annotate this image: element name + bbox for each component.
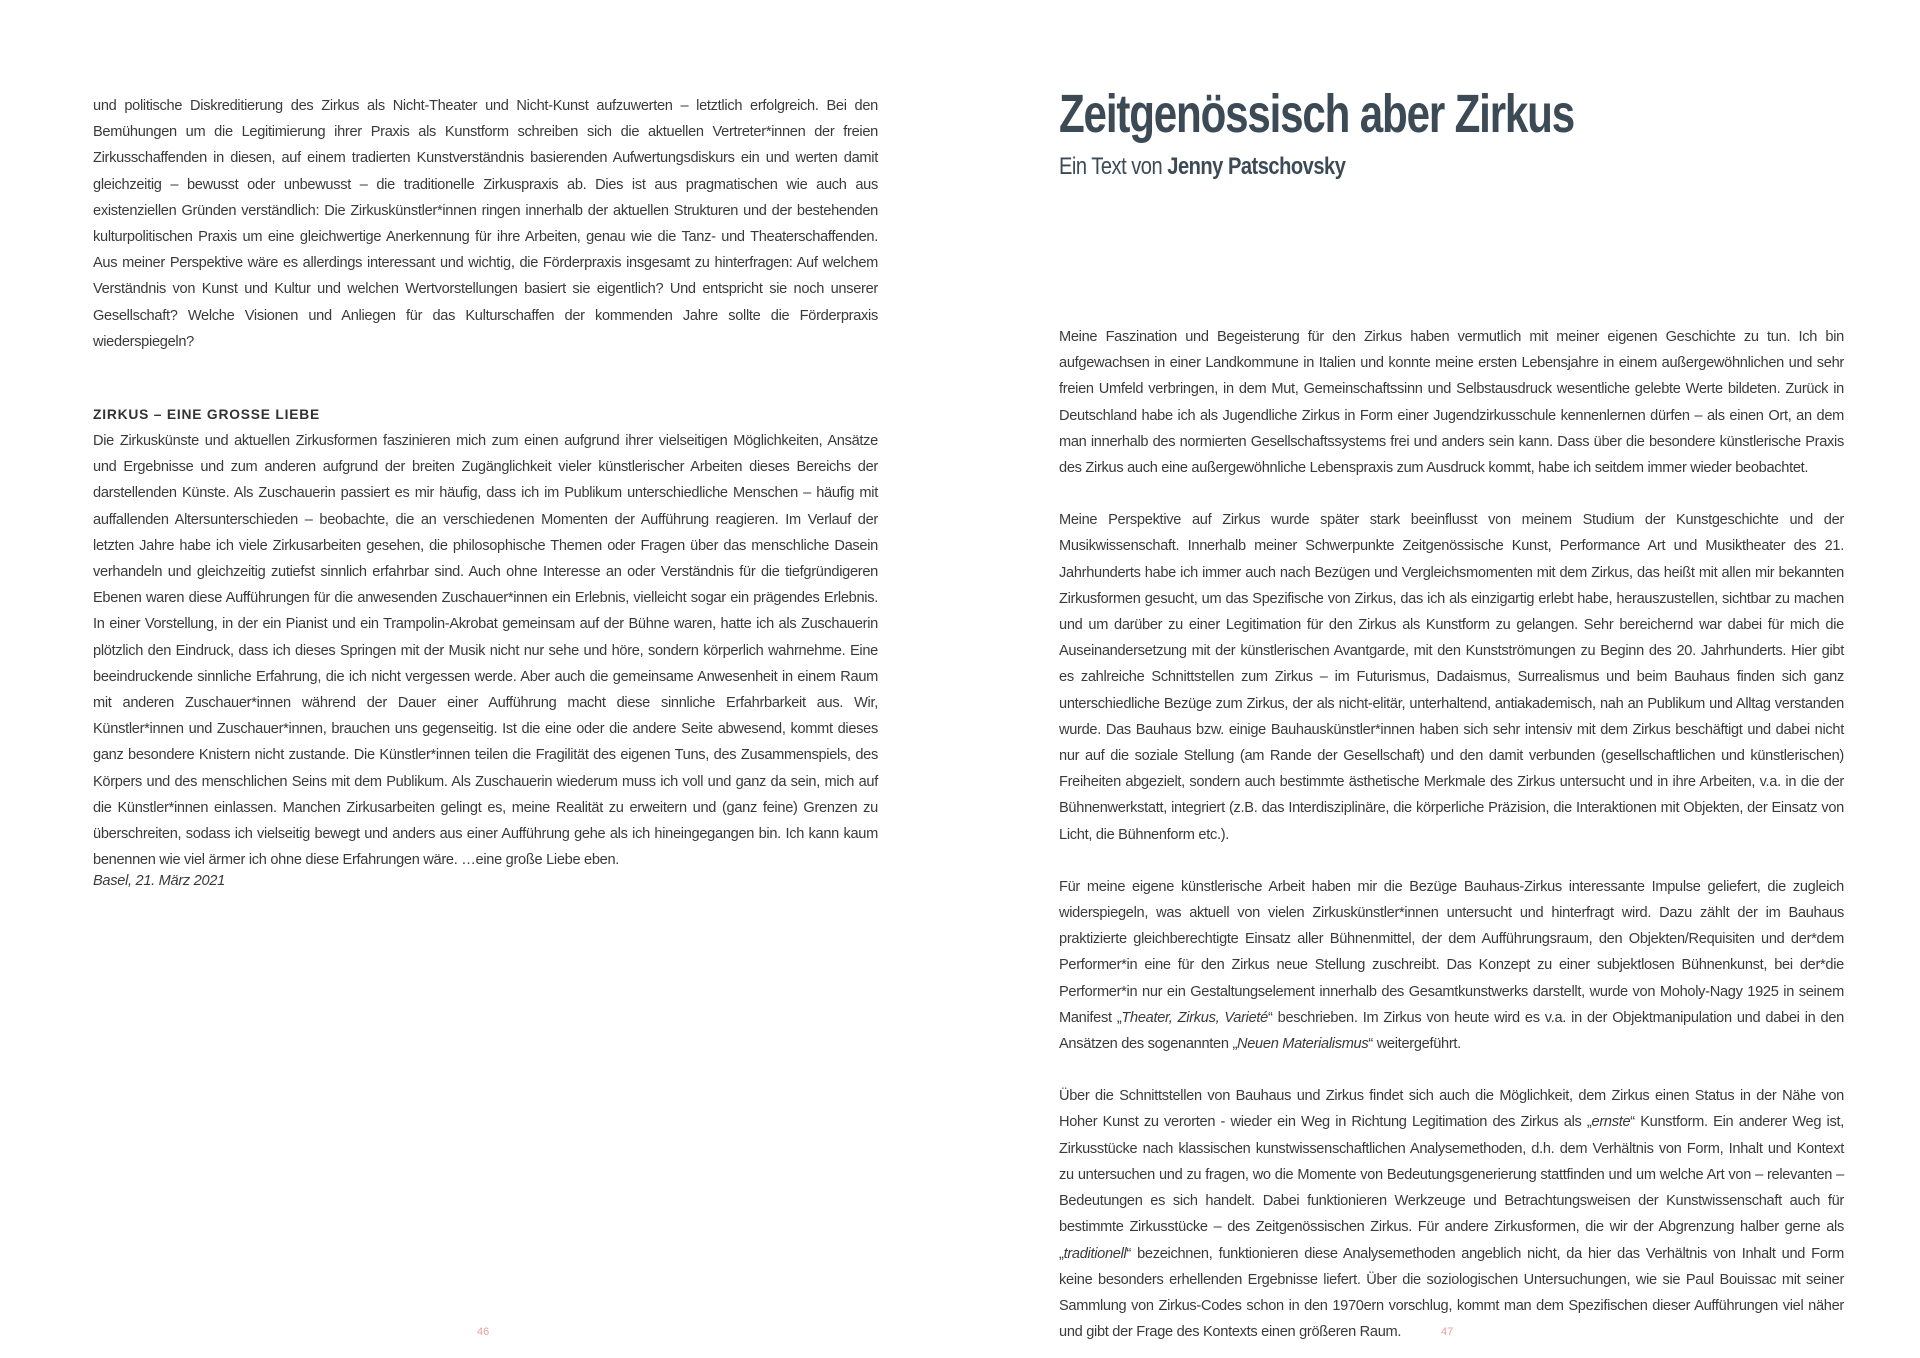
page-number-left: 46 (477, 1326, 490, 1338)
place-date-signature: Basel, 21. März 2021 (93, 873, 225, 889)
right-text-column (1059, 324, 1844, 1345)
neuer-materialismus-term: Neuen Materialismus (1237, 1036, 1369, 1053)
paragraph-4 (1059, 1083, 1844, 1345)
article-title: Zeitgenössisch aber Zirkus (1059, 84, 1574, 144)
paragraph-4-part-c: “ bezeichnen, funktionieren diese Analysemethoden angeblich nicht, da hier das Verhältnis von Inhalt und Form keine besonders erhellenden Ergebnisse liefert. Über die soziologischen Untersuchungen, wie sie Paul Bouissac mit seiner Sammlung von Zirkus-Codes schon in den 1970ern vorschlug, kommt man dem Spezifischen dieser Aufführungen viel näher und gibt der Frage des Kontexts einen größeren Raum. (1059, 1245, 1844, 1341)
paragraph-3 (1059, 874, 1844, 1057)
paragraph-2: Meine Perspektive auf Zirkus wurde später stark beeinflusst von meinem Studium der Kunstgeschichte und der Musikwissenschaft. Innerhalb meiner Schwerpunkte Zeitgenössische Kunst, Performance Art und Musiktheater des 21. Jahrhunderts habe ich immer auch nach Bezügen und Vergleichsmomenten mit dem Zirkus, das heißt mit allen mir bekannten Zirkusformen gesucht, um das Spezifische von Zirkus, das ich als einzigartig erlebt habe, herauszustellen, sichtbar zu machen und um darüber zu einer Legitimation für den Zirkus als Kunstform zu gelangen. Sehr bereichernd war dabei für mich die Auseinandersetzung mit der künstlerischen Avantgarde, mit den Kunstströmungen zu Beginn des 20. Jahrhunderts. Hier gibt es zahlreiche Schnittstellen zum Zirkus – im Futurismus, Dadaismus, Surrealismus und beim Bauhaus finden sich ganz unterschiedliche Bezüge zum Zirkus, der als nicht-elitär, unterhaltend, antiakademisch, nah an Publikum und Alltag verstanden wurde. Das Bauhaus bzw. einige Bauhauskünstler*innen haben sich sehr intensiv mit dem Zirkus beschäftigt und dabei nicht nur auf die soziale Stellung (am Rande der Gesellschaft) und den damit verbunden (gesellschaftlichen und künstlerischen) Freiheiten abgezielt, sondern auch bestimmte ästhetische Merkmale des Zirkus untersucht und in ihre Arbeiten, v.a. in die der Bühnenwerkstatt, integriert (z.B. das Interdisziplinäre, die körperliche Präzision, die Interaktionen mit Objekten, der Einsatz von Licht, die Bühnenform etc.). (1059, 512, 1844, 843)
paragraph-3-part-c: “ weitergeführt. (1368, 1036, 1461, 1053)
left-intro-paragraph: und politische Diskreditierung des Zirkus als Nicht-Theater und Nicht-Kunst aufzuwerten – letztlich erfolgreich. Bei den Bemühungen um die Legitimierung ihrer Praxis als Kunstform schreiben sich die aktuellen Vertreter*innen der freien Zirkusschaffenden in diesen, auf einem tradierten Kunstverständnis basierenden Aufwertungsdiskurs ein und werten damit gleichzeitig – bewusst oder unbewusst – die traditionelle Zirkuspraxis ab. Dies ist aus pragmatischen wie auch aus existenziellen Gründen verständlich: Die Zirkuskünstler*innen ringen innerhalb der aktuellen Strukturen und der bestehenden kulturpolitischen Praxis um eine gleichwertige Anerkennung für ihre Arbeiten, genau wie die Tanz- und Theaterschaffenden. Aus meiner Perspektive wäre es allerdings interessant und wichtig, die Förderpraxis insgesamt zu hinterfragen: Auf welchem Verständnis von Kunst und Kultur und welchen Wertvorstellungen basiert sie eigentlich? Und entspricht sie noch unserer Gesellschaft? Welche Visionen und Anliegen für das Kulturschaffen der kommenden Jahre sollte die Förderpraxis wiederspiegeln? (93, 98, 878, 350)
subtitle-prefix: Ein Text von (1059, 153, 1168, 180)
paragraph-4-part-b: “ Kunstform. Ein anderer Weg ist, Zirkusstücke nach klassischen kunstwissenschaftlichen Analysemethoden, d.h. dem Verhältnis von Form, Inhalt und Kontext zu untersuchen und zu fragen, wo die Momente von Bedeutungsgenerierung stattfinden und um welche Art von – relevanten – Bedeutungen es sich handelt. Dabei funktionieren Werkzeuge und Betrachtungsweisen der Kunstwissenschaft auch für bestimmte Zirkusstücke – des Zeitgenössischen Zirkus. Für andere Zirkusformen, die wir der Abgrenzung halber gerne als „ (1059, 1114, 1844, 1262)
page-number-right: 47 (1441, 1326, 1454, 1338)
paragraph-4-part-a: Über die Schnittstellen von Bauhaus und Zirkus findet sich auch die Möglichkeit, dem Zirkus einen Status in der Nähe von Hoher Kunst zu verorten - wieder ein Weg in Richtung Legitimation des Zirkus als „ (1059, 1088, 1844, 1131)
ernste-term: ernste (1591, 1114, 1631, 1131)
article-subtitle (1059, 153, 1345, 181)
traditionell-term: traditionell (1063, 1245, 1127, 1262)
left-text-column (93, 93, 878, 873)
paragraph-1: Meine Faszination und Begeisterung für den Zirkus haben vermutlich mit meiner eigenen Geschichte zu tun. Ich bin aufgewachsen in einer Landkommune in Italien und konnte meine ersten Lebensjahre in einem außergewöhnlichen und sehr freien Umfeld verbringen, in dem Mut, Gemeinschaftssinn und Selbstausdruck wesentliche gelebte Werte bildeten. Zurück in Deutschland habe ich als Jugendliche Zirkus in Form einer Jugendzirkusschule kennenlernen dürfen – als einen Ort, an dem man innerhalb des normierten Gesellschaftssystems frei und anders sein kann. Dass über die besondere künstlerische Praxis des Zirkus auch eine außergewöhnliche Lebenspraxis zum Ausdruck kommt, habe ich seitdem immer wieder beobachtet. (1059, 329, 1844, 477)
section-heading: ZIRKUS – EINE GROSSE LIEBE (93, 407, 321, 423)
section-body-paragraph: Die Zirkuskünste und aktuellen Zirkusformen faszinieren mich zum einen aufgrund ihrer vielseitigen Möglichkeiten, Ansätze und Ergebnisse und zum anderen aufgrund der breiten Zugänglichkeit vieler künstlerischer Arbeiten dieses Bereichs der darstellenden Künste. Als Zuschauerin passiert es mir häufig, dass ich im Publikum unterschiedliche Menschen – häufig mit auffallenden Altersunterschieden – beobachte, die an verschiedenen Momenten der Aufführung reagieren. Im Verlauf der letzten Jahre habe ich viele Zirkusarbeiten gesehen, die philosophische Themen oder Fragen über das menschliche Dasein verhandeln und gleichzeitig zutiefst sinnlich erfahrbar sind. Auch ohne Interesse an oder Verständnis für die tiefgründigeren Ebenen waren diese Aufführungen für die anwesenden Zuschauer*innen ein Erlebnis, vielleicht sogar ein prägendes Erlebnis. In einer Vorstellung, in der ein Pianist und ein Trampolin-Akrobat gemeinsam auf der Bühne waren, hatte ich als Zuschauerin plötzlich den Eindruck, dass ich dieses Springen mit der Musik nicht nur sehe und höre, sondern körperlich wahrnehme. Eine beeindruckende sinnliche Erfahrung, die ich nicht vergessen werde. Aber auch die gemeinsame Anwesenheit in einem Raum mit anderen Zuschauer*innen während der Dauer einer Aufführung macht diese sinnliche Erfahrbarkeit aus. Wir, Künstler*innen und Zuschauer*innen, brauchen uns gegenseitig. Ist die eine oder die andere Seite abwesend, kommt dieses ganz besondere Knistern nicht zustande. Die Künstler*innen teilen die Fragilität des eigenen Tuns, des Zusammenspiels, des Körpers und des menschlichen Seins mit dem Publikum. Als Zuschauerin wiederum muss ich voll und ganz da sein, mich auf die Künstler*innen einlassen. Manchen Zirkusarbeiten gelingt es, meine Realität zu erweitern und (ganz feine) Grenzen zu überschreiten, sodass ich vielseitig bewegt und anders aus einer Aufführung gehe als ich hineingegangen bin. Ich kann kaum benennen wie viel ärmer ich ohne diese Erfahrungen wäre. …eine große Liebe eben. (93, 433, 878, 869)
paragraph-3-part-b: “ beschrieben. Im Zirkus von heute wird es v.a. in der Objektmanipulation und dabei in den Ansätzen des sogenannten „ (1059, 1009, 1844, 1053)
paragraph-3-part-a: Für meine eigene künstlerische Arbeit haben mir die Bezüge Bauhaus-Zirkus interessante Impulse geliefert, die zugleich widerspiegeln, was aktuell von vielen Zirkuskünstler*innen untersucht und hinterfragt wird. Dazu zählt der im Bauhaus praktizierte gleichberechtigte Einsatz aller Bühnenmittel, der dem Aufführungsraum, den Objekten/Requisiten und der*dem Performer*in eine für den Zirkus neue Stellung zuschreibt. Das Konzept zu einer subjektlosen Bühnenkunst, bei der*die Performer*in nur ein Gestaltungselement innerhalb des Gesamtkunstwerks darstellt, wurde von Moholy-Nagy 1925 in seinem Manifest „ (1059, 878, 1844, 1026)
manifest-title: Theater, Zirkus, Varieté (1121, 1009, 1269, 1026)
author-name: Jenny Patschovsky (1167, 153, 1346, 180)
